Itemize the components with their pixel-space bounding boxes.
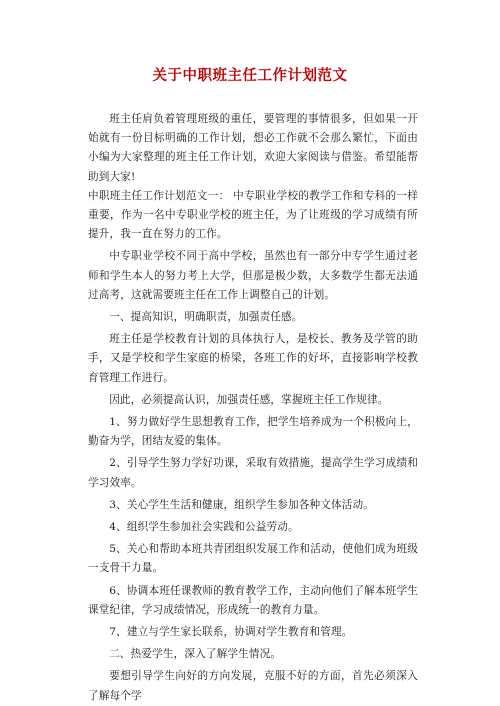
paragraph-understand-students: 要想引导学生向好的方向发展，克服不好的方面，首先必须深入了解每个学: [88, 670, 418, 702]
paragraph-school-difference: 中专职业学校不同于高中学校，虽然也有一部分中专学生通过老师和学生本人的努力考上大学，但那是极少数，大多数学生都无法通过高考，这就需要班主任在工作上调整自己的计划。: [88, 250, 418, 301]
list-item-1: 1、努力做好学生思想教育工作，把学生培养成为一个积极向上，勤奋为学，团结友爱的集体。: [88, 416, 418, 448]
document-body: [88, 110, 418, 706]
list-item-6: 6、协调本班任课教师的教育教学工作，主动向他们了解本班学生课堂纪律，学习成绩情况，形成统一的教育力量。: [88, 584, 418, 616]
list-item-2: 2、引导学生努力学好功课，采取有效措施，提高学生学习成绩和学习效率。: [88, 457, 418, 489]
paragraph-teacher-role: 班主任是学校教育计划的具体执行人，是校长、教务及学管的助手，又是学校和学生家庭的桥梁，各班工作的好坏，直接影响学校教育管理工作进行。: [88, 333, 418, 384]
list-item-7: 7、建立与学生家长联系，协调对学生教育和管理。: [109, 626, 353, 639]
paragraph-sample-one: 中职班主任工作计划范文一： 中专职业学校的教学工作和专科的一样重要，作为一名中专职业学校的班主任，为了让班级的学习成绩有所提升，我一直在努力的工作。: [88, 189, 418, 241]
list-item-5: 5、关心和帮助本班共青团组织发展工作和活动，使他们成为班级一支骨干力量。: [88, 543, 418, 575]
section-heading-one: 一、提高知识，明确职责，加强责任感。: [109, 311, 303, 324]
document-title: 关于中职班主任工作计划范文: [152, 67, 348, 84]
page-number: 1: [247, 596, 253, 605]
paragraph-intro: 班主任肩负着管理班级的重任，要管理的事情很多，但如果一开始就有一份目标明确的工作计划，想必工作就不会那么繁忙，下面由小编为大家整理的班主任工作计划，欢迎大家阅读与借鉴。希望能帮助到大家!: [88, 113, 418, 183]
list-item-3: 3、关心学生生活和健康，组织学生参加各种文体活动。: [109, 498, 374, 511]
list-item-4: 4、组织学生参加社会实践和公益劳动。: [109, 521, 299, 534]
section-heading-two: 二、热爱学生，深入了解学生情况。: [109, 648, 282, 661]
paragraph-therefore: 因此，必须提高认识，加强责任感，掌握班主任工作规律。: [109, 393, 389, 406]
